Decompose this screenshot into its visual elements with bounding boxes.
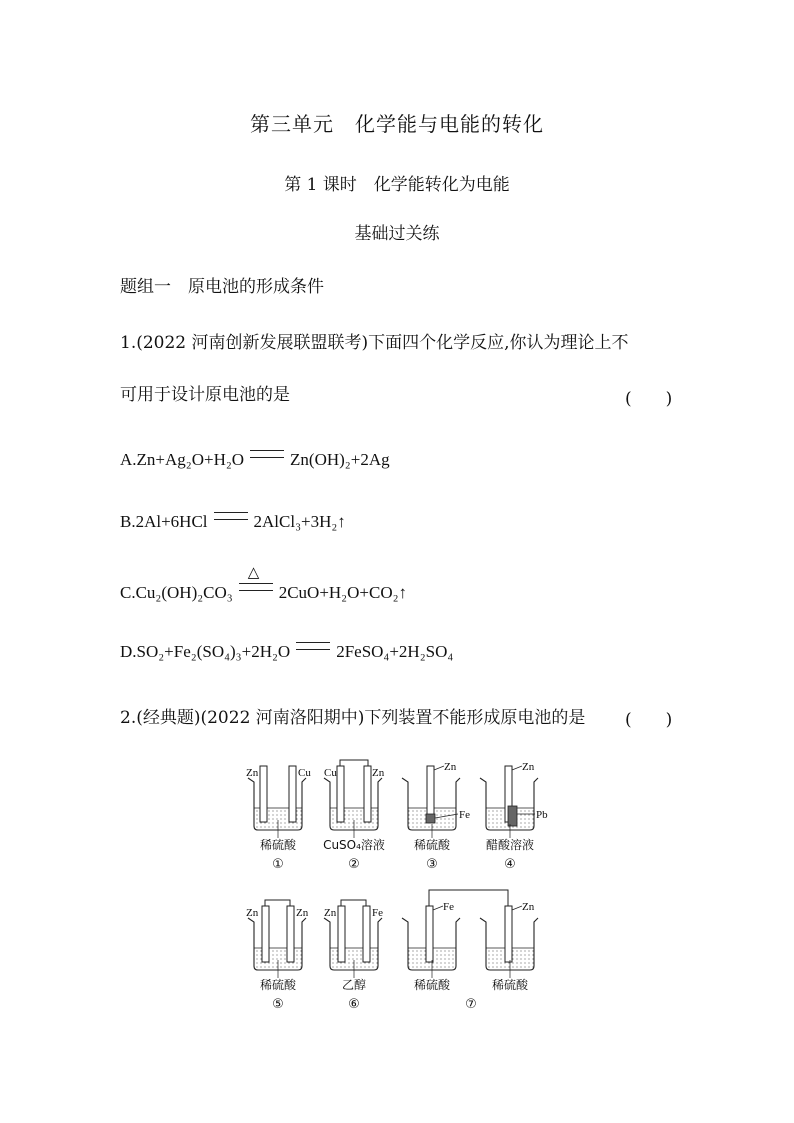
- question-2-answer-blank: ( ): [625, 710, 673, 730]
- solution-label: 醋酸溶液: [485, 838, 535, 852]
- device-number: ①: [272, 857, 284, 872]
- equals-sign: [214, 512, 248, 520]
- electrode-label: Zn: [324, 907, 337, 919]
- option-b-reactants: B.2Al+6HCl: [120, 512, 208, 531]
- device-6: [324, 900, 383, 1012]
- section-heading: 基础过关练: [354, 224, 440, 244]
- electrode-label: Zn: [246, 907, 259, 919]
- electrode-label: Pb: [536, 809, 548, 821]
- electrode-label: Cu: [298, 767, 311, 779]
- electrode-label: Zn: [444, 761, 457, 773]
- device-number: ⑥: [348, 997, 360, 1012]
- electrode-label: Zn: [522, 761, 535, 773]
- option-a-products: Zn(OH)₂+2Ag: [290, 450, 390, 469]
- option-c: [120, 565, 408, 603]
- galvanic-cell-figure: [240, 758, 580, 1018]
- option-b: [120, 512, 346, 532]
- equals-sign: [250, 450, 284, 458]
- device-1: [246, 766, 311, 872]
- electrode-label: Fe: [459, 809, 470, 821]
- electrode-label: Cu: [324, 767, 337, 779]
- device-2: [323, 760, 385, 872]
- lesson-subtitle: 第 1 课时 化学能转化为电能: [284, 175, 510, 195]
- question-2-text: 2.(经典题)(2022 河南洛阳期中)下列装置不能形成原电池的是: [120, 708, 586, 728]
- solution-label: 乙醇: [341, 978, 367, 992]
- solution-label: 稀硫酸: [413, 838, 451, 852]
- electrode-label: Zn: [522, 901, 535, 913]
- solution-label: 稀硫酸: [259, 978, 297, 992]
- group-heading: 题组一 原电池的形成条件: [120, 277, 324, 297]
- equals-sign: [296, 642, 330, 650]
- option-a-reactants: A.Zn+Ag₂O+H₂O: [120, 450, 245, 469]
- electrode-label: Zn: [372, 767, 385, 779]
- solution-label: 稀硫酸: [259, 838, 297, 852]
- option-c-products: 2CuO+H₂O+CO₂↑: [278, 583, 408, 602]
- option-c-reactants: C.Cu₂(OH)₂CO₃: [120, 583, 233, 602]
- device-number: ③: [426, 857, 438, 872]
- equals-sign-heat: [239, 565, 273, 591]
- device-7: [402, 890, 538, 1012]
- device-number: ②: [348, 857, 360, 872]
- question-1-answer-blank: ( ): [625, 389, 673, 409]
- solution-label: CuSO₄溶液: [323, 838, 385, 852]
- device-3: [402, 761, 470, 872]
- electrode-label: Zn: [246, 767, 259, 779]
- device-5: [246, 900, 309, 1012]
- option-a: [120, 450, 390, 470]
- electrode-label: Fe: [443, 901, 454, 913]
- electrode-label: Fe: [372, 907, 383, 919]
- option-b-products: 2AlCl₃+3H₂↑: [253, 512, 346, 531]
- solution-label: 稀硫酸: [413, 978, 451, 992]
- device-number: ⑤: [272, 997, 284, 1012]
- device-number: ⑦: [465, 997, 477, 1012]
- option-d-products: 2FeSO₄+2H₂SO₄: [336, 642, 454, 661]
- question-1-line-2: 可用于设计原电池的是: [120, 385, 290, 405]
- question-1-line-1: 1.(2022 河南创新发展联盟联考)下面四个化学反应,你认为理论上不: [120, 333, 629, 353]
- heat-condition: △: [247, 565, 260, 581]
- device-4: [480, 761, 548, 872]
- solution-label: 稀硫酸: [491, 978, 529, 992]
- device-number: ④: [504, 857, 516, 872]
- unit-title: 第三单元 化学能与电能的转化: [250, 112, 544, 136]
- electrode-label: Zn: [296, 907, 309, 919]
- option-d-reactants: D.SO₂+Fe₂(SO₄)₃+2H₂O: [120, 642, 291, 661]
- option-d: [120, 642, 453, 662]
